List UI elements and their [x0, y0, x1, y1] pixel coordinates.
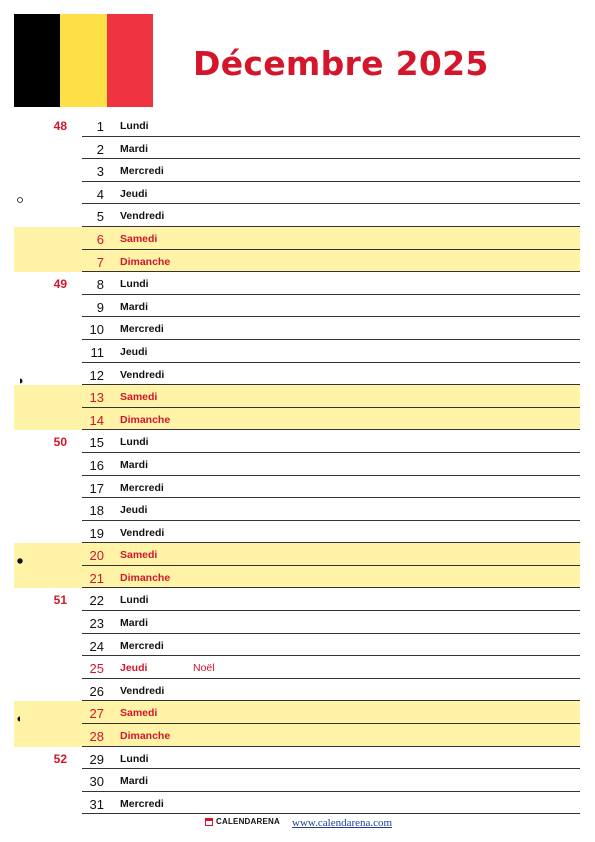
week-number: 50 [53, 435, 67, 450]
day-row [14, 363, 580, 386]
day-number: 8 [96, 277, 104, 293]
calendar-icon [205, 818, 213, 826]
brand-logo [205, 817, 280, 826]
page-title: Décembre 2025 [193, 44, 489, 83]
day-name: Lundi [120, 436, 149, 449]
day-number: 7 [96, 254, 104, 270]
day-name: Lundi [120, 120, 149, 132]
day-number: 21 [89, 570, 104, 586]
day-number: 30 [89, 774, 104, 790]
flag-stripe-yellow [60, 14, 106, 107]
day-row [14, 408, 580, 431]
calendar-list [14, 114, 580, 814]
day-number: 6 [96, 231, 104, 247]
day-name: Lundi [120, 278, 149, 291]
day-name: Mardi [120, 458, 149, 471]
day-name: Vendredi [120, 526, 165, 539]
day-row [14, 701, 580, 724]
day-number: 28 [89, 729, 104, 745]
week-number: 49 [53, 277, 67, 292]
day-row [14, 634, 580, 657]
day-row [14, 724, 580, 747]
day-name: Vendredi [120, 368, 165, 381]
day-number: 26 [89, 683, 104, 699]
day-name: Dimanche [120, 413, 171, 426]
day-name: Dimanche [120, 730, 171, 743]
day-number: 25 [89, 661, 104, 677]
day-number: 16 [89, 457, 104, 473]
day-number: 11 [90, 344, 104, 360]
day-row [14, 340, 580, 363]
day-name: Dimanche [120, 255, 171, 268]
day-number: 31 [89, 796, 104, 812]
day-row [14, 114, 580, 137]
day-name: Mercredi [120, 323, 164, 336]
day-row [14, 611, 580, 634]
day-name: Jeudi [120, 504, 148, 517]
day-number: 5 [96, 209, 104, 225]
day-name: Samedi [120, 549, 158, 562]
day-row [14, 476, 580, 499]
day-name: Mercredi [120, 165, 164, 178]
day-number: 12 [89, 367, 104, 383]
day-number: 20 [89, 548, 104, 564]
holiday-label: Noël [193, 662, 215, 675]
day-row [14, 656, 580, 679]
day-name: Mercredi [120, 797, 164, 810]
day-row [14, 588, 580, 611]
week-number: 51 [53, 593, 67, 608]
day-name: Lundi [120, 752, 149, 765]
moon-phase-icon [17, 709, 23, 715]
day-row [14, 453, 580, 476]
day-row [14, 430, 580, 453]
day-name: Samedi [120, 232, 158, 245]
day-number: 9 [96, 299, 104, 315]
day-name: Mardi [120, 617, 149, 630]
day-number: 1 [96, 119, 104, 134]
day-row [14, 159, 580, 182]
day-row [14, 747, 580, 770]
week-number: 48 [53, 119, 67, 133]
day-row [14, 566, 580, 589]
day-name: Samedi [120, 707, 158, 720]
day-row [14, 137, 580, 160]
website-link[interactable]: www.calendarena.com [292, 817, 393, 829]
week-number: 52 [53, 751, 67, 766]
day-number: 29 [89, 751, 104, 767]
day-name: Mardi [120, 775, 149, 788]
day-row [14, 182, 580, 205]
day-row [14, 317, 580, 340]
day-number: 24 [89, 638, 104, 654]
day-number: 3 [96, 164, 104, 180]
day-number: 14 [89, 412, 104, 428]
day-name: Jeudi [120, 662, 148, 675]
day-name: Lundi [120, 594, 149, 607]
day-name: Mardi [120, 300, 149, 313]
day-row [14, 679, 580, 702]
day-number: 2 [96, 141, 104, 157]
day-row [14, 543, 580, 566]
day-number: 18 [89, 503, 104, 519]
day-name: Dimanche [120, 571, 171, 584]
flag-stripe-black [14, 14, 60, 107]
day-name: Jeudi [120, 187, 148, 200]
belgian-flag [14, 14, 153, 107]
footer [0, 817, 595, 831]
day-number: 23 [89, 616, 104, 632]
day-name: Mercredi [120, 639, 164, 652]
day-row [14, 227, 580, 250]
day-row [14, 769, 580, 792]
day-number: 22 [89, 593, 104, 609]
day-row [14, 498, 580, 521]
day-row [14, 250, 580, 273]
brand-name: CALENDARENA [216, 817, 280, 826]
day-name: Vendredi [120, 684, 165, 697]
day-number: 10 [89, 322, 104, 338]
day-number: 15 [89, 435, 104, 451]
day-number: 17 [89, 480, 104, 496]
day-number: 27 [89, 706, 104, 722]
day-row [14, 792, 580, 815]
flag-stripe-red [107, 14, 153, 107]
day-name: Mardi [120, 142, 149, 155]
moon-phase-icon [17, 551, 23, 557]
day-number: 19 [89, 525, 104, 541]
day-number: 13 [89, 390, 104, 406]
day-row [14, 521, 580, 544]
day-row [14, 272, 580, 295]
day-name: Jeudi [120, 345, 148, 358]
row-divider [82, 813, 580, 814]
moon-phase-icon [17, 371, 23, 377]
day-name: Samedi [120, 391, 158, 404]
day-row [14, 204, 580, 227]
day-name: Vendredi [120, 210, 165, 223]
moon-phase-icon [17, 190, 23, 196]
day-number: 4 [96, 186, 104, 202]
day-row [14, 385, 580, 408]
day-row [14, 295, 580, 318]
day-name: Mercredi [120, 481, 164, 494]
